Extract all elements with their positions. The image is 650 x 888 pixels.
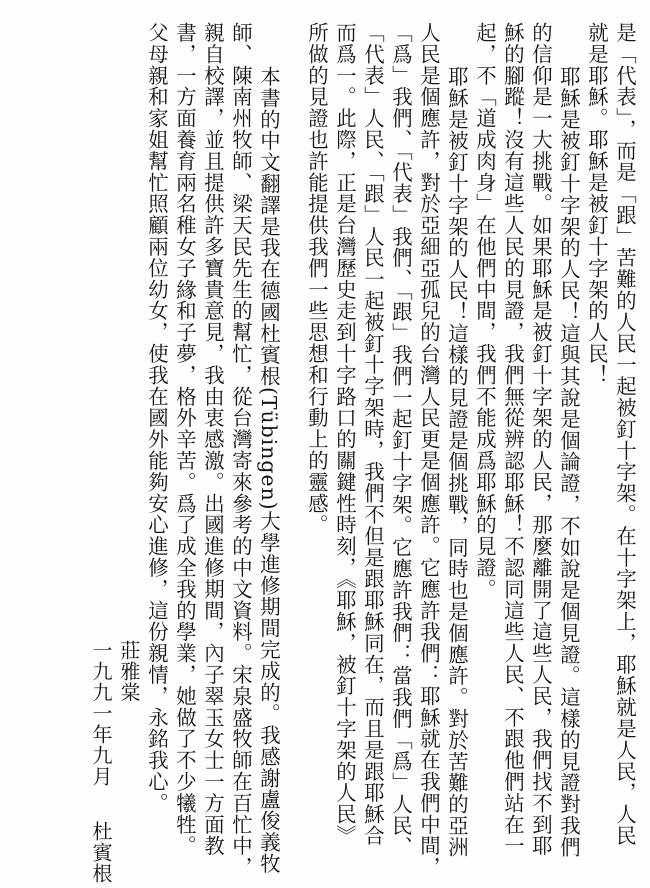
text-column: 「代表」人民、「跟」人民一起被釘十字架時，我們不但是跟耶穌同在，而且是跟耶穌合 [361,22,385,847]
text-column: 「爲」我們、「代表」我們、「跟」我們一起釘十字架。它應許我們：當我們「爲」人民、 [389,22,413,858]
text-column: 是「代表」，而是「跟」苦難的人民一起被釘十字架。在十字架上，耶穌就是人民，人民 [613,22,637,847]
signature-date-place [89,22,113,884]
signature-author: 莊雅棠 [117,640,141,703]
text-column: 人民是個應許，對於亞細亞孤兒的台灣人民更是個應許。它應許我們：耶穌就在我們中間， [417,22,441,878]
text-column: 起，不「道成肉身」在他們中間，我們不能成爲耶穌的見證。 [473,22,497,600]
text-column: 所做的見證也許能提供我們一些思想和行動上的靈感。 [305,22,329,536]
text-column: 就是耶穌。耶穌是被釘十字架的人民！ [585,22,609,386]
text-column: 的信仰是一大挑戰。如果耶穌是被釘十字架的人民，那麼離開了這些人民，我們找不到耶 [529,22,553,857]
text-columns [89,22,637,884]
text-column: 穌的腳蹤！沒有這些人民的見證，我們無從辨認耶穌！不認同這些人民、不跟他們站在一 [501,22,525,857]
paragraph-start-column: 耶穌是被釘十字架的人民！這樣的見證是個挑戰，同時也是個應許。對於苦難的亞洲 [445,66,469,858]
paragraph-start-column: 本書的中文翻譯是我在德國杜賓根(Tübingen)大學進修期間完成的。我感謝盧俊義牧 [257,66,281,875]
text-column: 父母親和家姐幫忙照顧兩位幼女，使我在國外能夠安心進修，這份親情，永銘我心。 [145,22,169,814]
text-column: 而爲一。此際，正是台灣歷史走到十字路口的關鍵性時刻，《耶穌，被釘十字架的人民》 [333,22,357,847]
signature-date: 一九九一年九月 [89,640,113,787]
signature-place: 杜賓根 [89,821,113,884]
text-column: 師、陳南州牧師、梁天民先生的幫忙，從台灣寄來參考的中文資料。宋泉盛牧師在百忙中， [229,22,253,878]
text-column: 親自校譯，並且提供許多寶貴意見，我由衷感激。出國進修期間，內子翠玉女士一方面教 [201,22,225,857]
paragraph-start-column: 耶穌是被釘十字架的人民！這與其說是個論證，不如說是個見證。這樣的見證對我們 [557,66,581,858]
text-column: 書，一方面養育兩名稚女子緣和子夢，格外辛苦。爲了成全我的學業，她做了不少犧牲。 [173,22,197,857]
